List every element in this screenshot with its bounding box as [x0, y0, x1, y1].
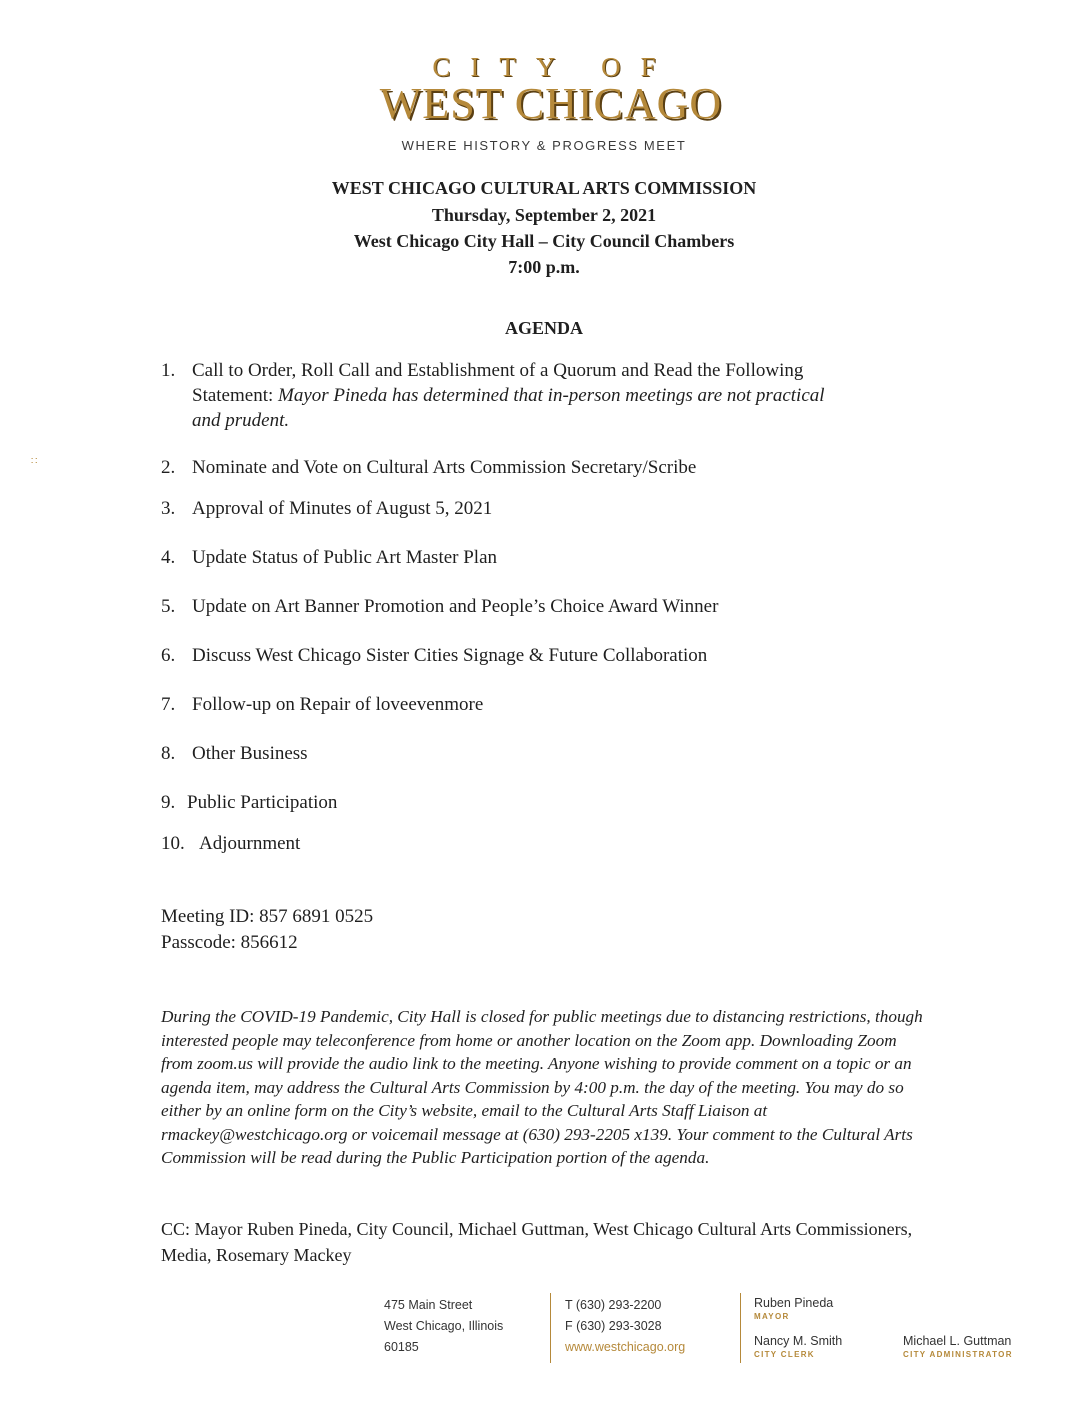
agenda-item-5 [161, 594, 921, 619]
agenda-item-4 [161, 545, 921, 570]
agenda-item-number: 9. [161, 792, 176, 813]
agenda-item-number: 5. [161, 596, 176, 617]
footer-divider [550, 1293, 551, 1363]
agenda-item-text: Update Status of Public Art Master Plan [192, 547, 498, 568]
agenda-item-6 [161, 643, 921, 668]
agenda-item-text: Call to Order, Roll Call and Establishment of a Quorum and Read the Following [192, 360, 804, 381]
commission-name: WEST CHICAGO CULTURAL ARTS COMMISSION [331, 178, 757, 198]
logo-west-chicago: WEST CHICAGO [379, 79, 723, 128]
agenda-item-text: Discuss West Chicago Sister Cities Signage & Future Collaboration [192, 645, 708, 666]
agenda-item-3 [161, 496, 921, 521]
agenda-item-statement: Mayor Pineda has determined that in-person meetings are not practical [278, 385, 825, 406]
clerk-name: Nancy M. Smith [754, 1334, 843, 1348]
phone: T (630) 293-2200 [565, 1298, 662, 1312]
agenda-item-text: Follow-up on Repair of loveevenmore [192, 694, 484, 715]
agenda-item-text: Update on Art Banner Promotion and People’s Choice Award Winner [192, 596, 719, 617]
agenda-item-number: 7. [161, 694, 176, 715]
agenda-item-text: Public Participation [187, 792, 338, 813]
footer-address [384, 1295, 503, 1358]
administrator-title: CITY ADMINISTRATOR [903, 1350, 1013, 1359]
logo-city-of: CITY OF [432, 52, 676, 82]
meeting-date: Thursday, September 2, 2021 [431, 205, 657, 225]
agenda-item-2 [161, 455, 921, 480]
address-zip: 60185 [384, 1340, 419, 1354]
agenda-item-number: 1. [161, 360, 176, 381]
address-city: West Chicago, Illinois [384, 1319, 504, 1333]
footer-clerk [754, 1333, 842, 1360]
agenda-item-continuation [161, 383, 921, 408]
agenda-item-number: 2. [161, 457, 176, 478]
footer-administrator [903, 1333, 1013, 1360]
footer-contact [565, 1295, 685, 1358]
cc-list: CC: Mayor Ruben Pineda, City Council, Michael Guttman, West Chicago Cultural Arts Commissioners, Media, Rosemary Mackey [161, 1219, 913, 1265]
address-street: 475 Main Street [384, 1298, 473, 1312]
passcode: Passcode: 856612 [161, 932, 298, 953]
meeting-location: West Chicago City Hall – City Council Chambers [353, 231, 735, 251]
footer-mayor [754, 1295, 833, 1322]
agenda-item-number: 10. [161, 833, 185, 854]
tagline: WHERE HISTORY & PROGRESS MEET [401, 138, 687, 153]
agenda-item-text: Adjournment [199, 833, 301, 854]
website-link[interactable]: www.westchicago.org [565, 1340, 686, 1354]
clerk-title: CITY CLERK [754, 1350, 815, 1359]
agenda-item-text: Approval of Minutes of August 5, 2021 [192, 498, 493, 519]
agenda-item-number: 3. [161, 498, 176, 519]
meeting-time: 7:00 p.m. [508, 257, 580, 277]
agenda-item-number: 8. [161, 743, 176, 764]
agenda-item-statement-end: and prudent. [192, 410, 290, 431]
agenda-item-9 [161, 790, 921, 815]
covid-notice: During the COVID-19 Pandemic, City Hall is closed for public meetings due to distancing restrictions, though interested people may teleconference from home or another location on the Zoom app. Downloading Zoom from zoom.us will provide the audio link to the meeting. Anyone wishing to provide comment on a topic or an agenda item, may address the Cultural Arts Commission by 4:00 p.m. the day of the meeting. You may do so either by an online form on the City’s website, email to the Cultural Arts Staff Liaison at rmackey@westchicago.org or voicemail message at (630) 293-2205 x139. Your comment to the Cultural Arts Commission will be read during the Public Participation portion of the agenda. [161, 1007, 923, 1167]
margin-mark: ∷ [31, 456, 38, 467]
administrator-name: Michael L. Guttman [903, 1334, 1012, 1348]
agenda-item-8 [161, 741, 921, 766]
footer-divider [740, 1293, 741, 1363]
mayor-title: MAYOR [754, 1312, 790, 1321]
agenda-heading: AGENDA [504, 318, 583, 338]
agenda-item-statement-label: Statement: [192, 385, 279, 406]
agenda-item-text: Nominate and Vote on Cultural Arts Commission Secretary/Scribe [192, 457, 697, 478]
fax: F (630) 293-3028 [565, 1319, 662, 1333]
agenda-item-number: 4. [161, 547, 176, 568]
mayor-name: Ruben Pineda [754, 1296, 834, 1310]
agenda-item-10 [161, 831, 921, 856]
meeting-id: Meeting ID: 857 6891 0525 [161, 906, 374, 927]
agenda-item-text: Other Business [192, 743, 308, 764]
agenda-item-number: 6. [161, 645, 176, 666]
agenda-item-1 [161, 358, 921, 433]
agenda-item-7 [161, 692, 921, 717]
